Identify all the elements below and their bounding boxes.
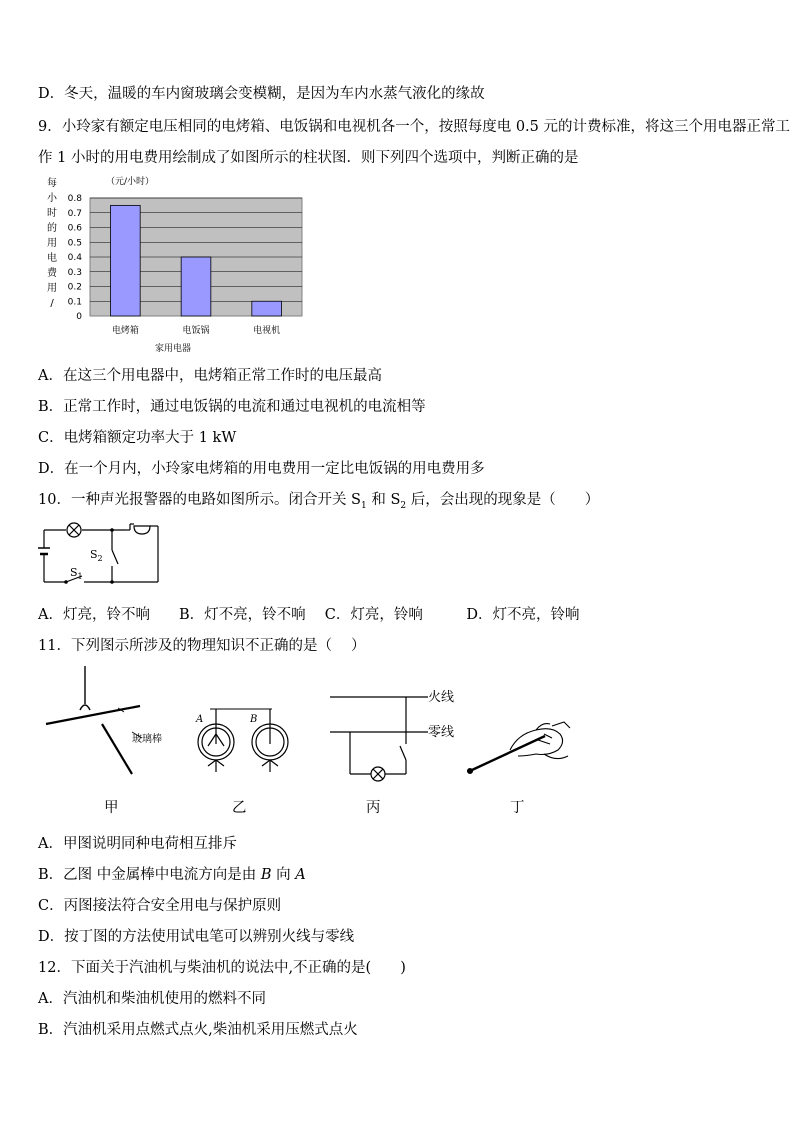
neutral-wire-label: 零线 <box>428 725 455 740</box>
fig-yi-electroscopes <box>198 709 288 772</box>
s2-label: S <box>90 548 98 561</box>
fig-bing-wiring <box>330 697 428 781</box>
bar-电烤箱 <box>110 205 140 316</box>
q9-stem-line2: 作 1 小时的用电费用绘制成了如图所示的柱状图．则下列四个选项中，判断正确的是 <box>38 150 579 166</box>
y-tick-label: 0.4 <box>67 253 82 263</box>
y-tick-label: 0.8 <box>67 194 82 204</box>
q11-option-a: A．甲图说明同种电荷相互排斥 <box>38 836 237 852</box>
glass-rod-label: 玻璃棒 <box>132 734 162 745</box>
q10-sub2: 2 <box>400 500 407 511</box>
q10-sub1: 1 <box>361 500 367 511</box>
q10-stem-suffix: 后，会出现的现象是（ ） <box>406 492 600 508</box>
fig-caption-ding: 丁 <box>510 800 525 816</box>
y-label-char: / <box>50 298 54 309</box>
y-tick-label: 0.2 <box>67 282 82 293</box>
x-tick-labels <box>112 324 280 336</box>
test-pen-hand-icon <box>468 722 571 774</box>
switch-s2-icon <box>112 550 118 564</box>
y-tick-label: 0.6 <box>67 223 82 234</box>
y-label-char: 费 <box>47 268 57 279</box>
circuit-svg <box>36 518 166 588</box>
y-label-char: 时 <box>47 208 57 219</box>
s1-label: S <box>70 566 78 579</box>
q11-option-b-prefix: B．乙图 中金属棒中电流方向是由 <box>38 867 261 883</box>
chart-y-label <box>47 176 58 309</box>
q9-bar-chart <box>40 170 310 355</box>
y-tick-label: 0 <box>76 312 82 322</box>
chart-unit-label: （元/小时） <box>106 177 155 187</box>
q9-stem-line1: 9．小玲家有额定电压相同的电烤箱、电饭锅和电视机各一个，按照每度电 0.5 元的计费标准，将这三个用电器正常工 <box>38 119 790 135</box>
y-label-char: 电 <box>47 253 57 264</box>
q9-option-c: C．电烤箱额定功率大于 1 kW <box>38 430 237 446</box>
q10-stem-prefix: 10．一种声光报警器的电路如图所示。闭合开关 S <box>38 492 361 508</box>
x-tick-label: 电饭锅 <box>182 326 210 336</box>
q11-option-c: C．丙图接法符合安全用电与保护原则 <box>38 898 282 914</box>
q8-option-d: D．冬天，温暖的车内窗玻璃会变模糊，是因为车内水蒸气液化的缘故 <box>38 86 485 102</box>
q10-stem-mid: 和 S <box>366 492 401 508</box>
bell-icon <box>134 526 150 534</box>
bar-电视机 <box>252 301 282 316</box>
y-tick-labels <box>68 194 83 322</box>
q11-option-d: D．按丁图的方法使用试电笔可以辨别火线与零线 <box>38 929 355 945</box>
chart-x-label: 家用电器 <box>154 344 192 354</box>
y-label-char: 每 <box>47 178 57 189</box>
q9-option-d: D．在一个月内，小玲家电烤箱的用电费用一定比电饭锅的用电费用多 <box>38 461 485 477</box>
q11-option-b-var-a: A <box>295 867 306 883</box>
fig-jia-rods <box>46 666 142 774</box>
bar-chart-svg <box>40 170 310 355</box>
svg-text:S2 <box>90 548 103 563</box>
y-label-char: 的 <box>47 223 57 234</box>
fig-caption-jia: 甲 <box>104 800 119 816</box>
y-label-char: 小 <box>47 193 57 204</box>
q9-option-a: A．在这三个用电器中，电烤箱正常工作时的电压最高 <box>38 368 382 384</box>
q12-option-a: A．汽油机和柴油机使用的燃料不同 <box>38 991 266 1007</box>
s1-sub: 1 <box>77 572 83 581</box>
q11-stem: 11．下列图示所涉及的物理知识不正确的是（ ） <box>38 638 366 654</box>
y-tick-label: 0.3 <box>67 267 82 278</box>
live-wire-label: 火线 <box>428 690 455 705</box>
y-tick-label: 0.5 <box>67 238 82 249</box>
fig-caption-yi: 乙 <box>232 800 247 816</box>
q11-figures-svg <box>40 664 580 789</box>
y-label-char: 用 <box>47 238 57 249</box>
q10-circuit-diagram <box>36 518 166 588</box>
q9-option-b: B．正常工作时，通过电饭锅的电流和通过电视机的电流相等 <box>38 399 426 415</box>
fig-caption-bing: 丙 <box>366 800 381 816</box>
electroscope-b-label: B <box>250 714 258 725</box>
q12-option-b: B．汽油机采用点燃式点火,柴油机采用压燃式点火 <box>38 1022 358 1038</box>
q10-options: A．灯亮，铃不响 B．灯不亮，铃不响 C．灯亮，铃响 D．灯不亮，铃响 <box>38 607 580 623</box>
svg-text:S1 <box>70 566 83 581</box>
q11-option-b <box>38 863 306 884</box>
s2-sub: 2 <box>97 554 103 563</box>
q10-stem <box>38 488 599 511</box>
y-label-char: 用 <box>47 283 57 294</box>
bar-电饭锅 <box>181 257 211 316</box>
q11-option-b-mid: 向 <box>271 867 296 883</box>
x-tick-label: 电视机 <box>253 326 281 336</box>
q11-figures <box>40 664 580 789</box>
electroscope-a-label: A <box>196 714 204 725</box>
y-tick-label: 0.7 <box>67 208 82 219</box>
y-tick-label: 0.1 <box>67 297 82 308</box>
x-tick-label: 电烤箱 <box>111 326 139 336</box>
q11-option-b-var-b: B <box>260 867 272 883</box>
q12-stem: 12．下面关于汽油机与柴油机的说法中,不正确的是( ) <box>38 960 406 976</box>
